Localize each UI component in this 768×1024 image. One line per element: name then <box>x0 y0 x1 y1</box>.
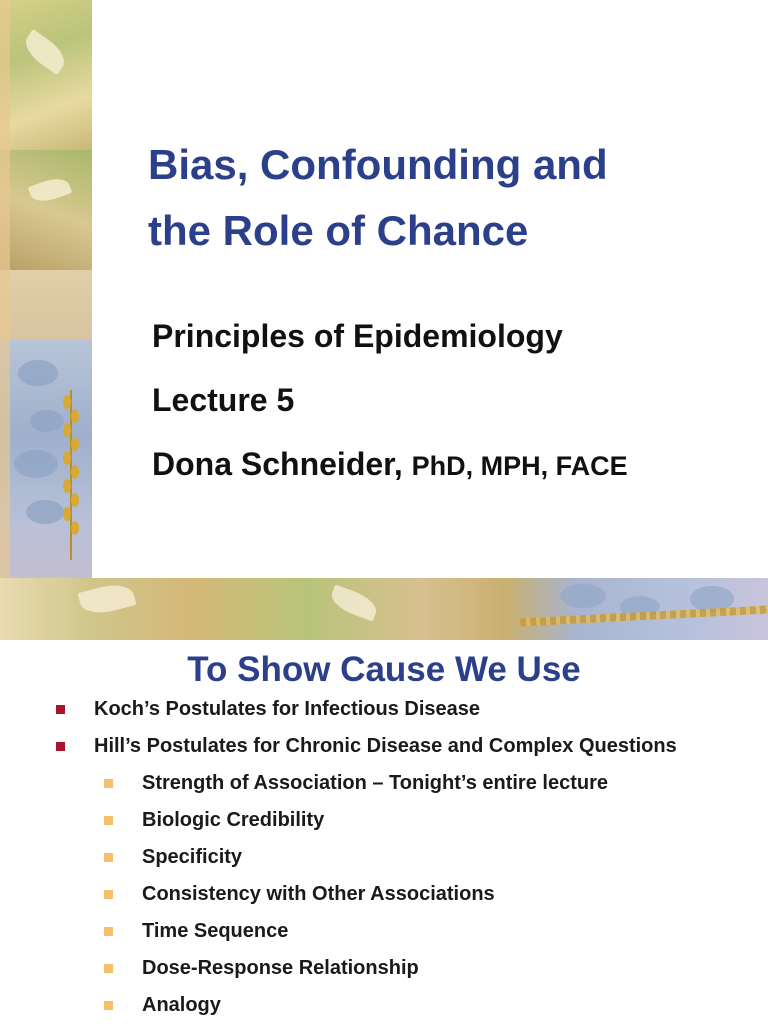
slide-title-line: Bias, Confounding and <box>148 141 608 188</box>
decorative-bottom-border <box>0 578 768 640</box>
list-item-text: Koch’s Postulates for Infectious Disease <box>94 698 481 720</box>
list-item <box>0 807 768 834</box>
lecture-number: Lecture 5 <box>152 382 295 418</box>
content-slide <box>0 640 768 1024</box>
wheat-icon <box>62 390 80 560</box>
author <box>152 436 752 500</box>
list-item-text: Time Sequence <box>142 920 289 942</box>
author-name: Dona Schneider, <box>152 446 403 482</box>
list-item-text: Specificity <box>142 846 243 868</box>
course-name: Principles of Epidemiology <box>152 318 563 354</box>
square-bullet-icon <box>104 927 113 936</box>
slide-title-line: the Role of Chance <box>148 207 529 254</box>
list-item-text: Hill’s Postulates for Chronic Disease and Complex Questions <box>94 735 677 757</box>
square-bullet-icon <box>56 705 65 714</box>
list-item <box>0 733 768 760</box>
list-item <box>0 881 768 908</box>
list-item <box>0 844 768 871</box>
list-item <box>0 992 768 1019</box>
decorative-left-border <box>0 0 92 580</box>
slide-heading: To Show Cause We Use <box>187 650 581 689</box>
list-item <box>0 696 768 723</box>
list-item-text: Biologic Credibility <box>142 809 325 831</box>
list-item-text: Strength of Association – Tonight’s entire lecture <box>142 772 608 794</box>
square-bullet-icon <box>104 853 113 862</box>
list-item-text: Analogy <box>142 994 221 1016</box>
square-bullet-icon <box>56 742 65 751</box>
list-item-text: Dose-Response Relationship <box>142 957 419 979</box>
list-item-text: Consistency with Other Associations <box>142 883 495 905</box>
list-item <box>0 770 768 797</box>
square-bullet-icon <box>104 1001 113 1010</box>
square-bullet-icon <box>104 779 113 788</box>
square-bullet-icon <box>104 816 113 825</box>
square-bullet-icon <box>104 964 113 973</box>
bullet-list <box>0 696 768 1024</box>
slide-title <box>148 132 748 264</box>
list-item <box>0 955 768 982</box>
square-bullet-icon <box>104 890 113 899</box>
slide-subtitle <box>152 308 752 500</box>
author-credentials: PhD, MPH, FACE <box>411 451 628 481</box>
list-item <box>0 918 768 945</box>
